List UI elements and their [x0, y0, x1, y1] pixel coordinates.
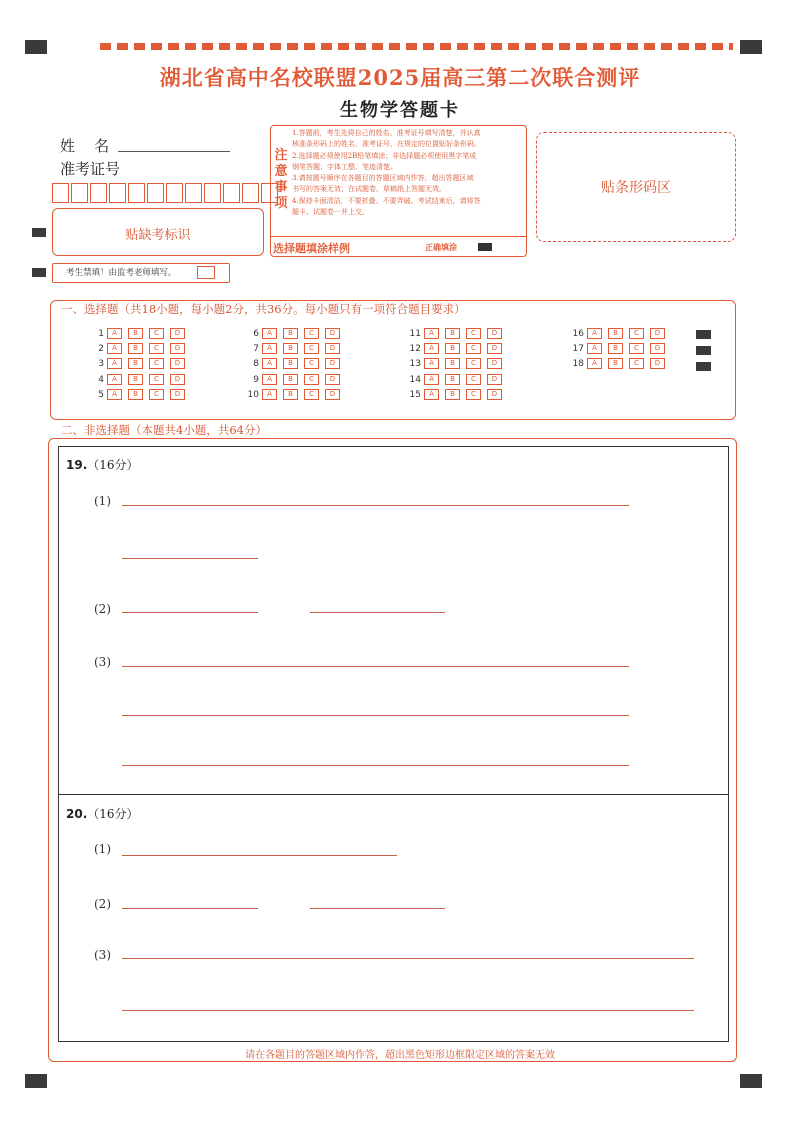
mcq-option-bubble[interactable]: A: [424, 358, 439, 369]
mcq-question-row: [405, 328, 508, 339]
row-marker: [696, 330, 711, 339]
q20-part3-line2[interactable]: [122, 1010, 694, 1011]
mcq-option-bubble[interactable]: A: [262, 389, 277, 400]
digit-box[interactable]: [128, 183, 145, 203]
q19-part2-label: (2): [94, 602, 111, 616]
side-marker-1: [32, 228, 46, 237]
name-input-line[interactable]: [118, 151, 230, 152]
mcq-option-bubble[interactable]: A: [107, 374, 122, 385]
mcq-question-number: 9: [253, 374, 259, 385]
exam-title: 湖北省高中名校联盟2025届高三第二次联合测评: [159, 65, 641, 90]
mcq-question-row: [243, 343, 346, 354]
mcq-option-bubble[interactable]: A: [587, 343, 602, 354]
mcq-option-bubble[interactable]: C: [466, 358, 481, 369]
mcq-question-row: [405, 343, 508, 354]
barcode-area-label: 贴条形码区: [601, 180, 671, 196]
mcq-option-bubble[interactable]: D: [170, 389, 185, 400]
q19-part3-line2[interactable]: [122, 715, 629, 716]
mcq-option-bubble[interactable]: C: [304, 343, 319, 354]
mcq-option-bubble[interactable]: D: [325, 358, 340, 369]
q20-number: 20.: [66, 807, 88, 821]
mcq-option-bubble[interactable]: A: [107, 328, 122, 339]
mcq-option-bubble[interactable]: C: [149, 389, 164, 400]
note-line: 书写的答案无效；在试题卷、草稿纸上答题无效。: [292, 185, 446, 194]
answer-sheet-title: 生物学答题卡: [340, 100, 460, 121]
exam-id-label: 准考证号: [60, 160, 121, 178]
mcq-option-bubble[interactable]: C: [629, 358, 644, 369]
mcq-question-number: 14: [409, 374, 421, 385]
mcq-question-number: 17: [572, 343, 584, 354]
digit-box[interactable]: [204, 183, 221, 203]
mcq-option-bubble[interactable]: B: [608, 358, 623, 369]
mcq-option-bubble[interactable]: C: [304, 374, 319, 385]
mcq-question-number: 18: [572, 358, 584, 369]
mcq-question-number: 15: [409, 389, 421, 400]
mcq-option-bubble[interactable]: B: [445, 328, 460, 339]
notes-divider: [270, 236, 526, 237]
mcq-option-bubble[interactable]: C: [466, 343, 481, 354]
alignment-marker-bottom-left: [25, 1074, 47, 1088]
mcq-question-number: 3: [98, 358, 104, 369]
digit-box[interactable]: [223, 183, 240, 203]
q19-part2-line2[interactable]: [310, 612, 445, 613]
mcq-option-bubble[interactable]: D: [487, 358, 502, 369]
notes-side-title: 注 意 事 项: [274, 148, 288, 211]
q19-points: （16分）: [87, 458, 139, 472]
digit-box[interactable]: [185, 183, 202, 203]
mcq-question-number: 7: [253, 343, 259, 354]
mcq-option-bubble[interactable]: B: [128, 374, 143, 385]
mcq-question-row: [243, 358, 346, 369]
mcq-question-number: 4: [98, 374, 104, 385]
mcq-question-number: 13: [409, 358, 421, 369]
digit-box[interactable]: [242, 183, 259, 203]
mcq-option-bubble[interactable]: C: [304, 358, 319, 369]
mcq-question-number: 8: [253, 358, 259, 369]
mcq-question-number: 5: [98, 389, 104, 400]
mcq-option-bubble[interactable]: A: [587, 358, 602, 369]
mcq-option-bubble[interactable]: A: [424, 374, 439, 385]
proctor-fill-box[interactable]: [197, 266, 215, 279]
mcq-option-bubble[interactable]: A: [424, 328, 439, 339]
footer-warning: 请在各题目的答题区域内作答，超出黑色矩形边框限定区域的答案无效: [245, 1050, 555, 1061]
q20-points: （16分）: [87, 807, 139, 821]
proctor-note: 考生禁填！由监考老师填写。: [66, 268, 177, 278]
mcq-option-bubble[interactable]: D: [325, 389, 340, 400]
alignment-marker-bottom-right: [740, 1074, 762, 1088]
mcq-option-bubble[interactable]: B: [283, 328, 298, 339]
mcq-question-number: 16: [572, 328, 584, 339]
q19-part1-line[interactable]: [122, 505, 629, 506]
mcq-question-number: 10: [247, 389, 259, 400]
q20-header: [66, 805, 139, 822]
q19-part3-line3[interactable]: [122, 765, 629, 766]
note-line: 1.答题前，考生先将自己的姓名、准考证号填写清楚，并认真: [292, 129, 481, 137]
q20-part3-label: (3): [94, 948, 111, 962]
mcq-question-row: [88, 374, 191, 385]
mcq-option-bubble[interactable]: A: [262, 343, 277, 354]
mcq-question-row: [243, 374, 346, 385]
mcq-option-bubble[interactable]: D: [170, 343, 185, 354]
mcq-option-bubble[interactable]: C: [466, 374, 481, 385]
digit-box[interactable]: [147, 183, 164, 203]
q19-number: 19.: [66, 458, 88, 472]
note-line: 3.请按题号顺序在各题目的答题区域内作答，超出答题区域: [292, 174, 474, 183]
side-marker-2: [32, 268, 46, 277]
mcq-option-bubble[interactable]: A: [424, 343, 439, 354]
row-marker: [696, 346, 711, 355]
top-dashed-bar: [100, 43, 733, 50]
mcq-option-bubble[interactable]: C: [466, 328, 481, 339]
mcq-option-bubble[interactable]: C: [149, 343, 164, 354]
mcq-option-bubble[interactable]: C: [466, 389, 481, 400]
q20-part1-label: (1): [94, 842, 111, 856]
mcq-option-bubble[interactable]: A: [424, 389, 439, 400]
mcq-option-bubble[interactable]: D: [170, 374, 185, 385]
mcq-question-row: [88, 343, 191, 354]
mcq-option-bubble[interactable]: B: [445, 389, 460, 400]
q20-part2-line2[interactable]: [310, 908, 445, 909]
mcq-option-bubble[interactable]: D: [487, 328, 502, 339]
q19-header: [66, 456, 139, 473]
q20-part2-line1[interactable]: [122, 908, 258, 909]
mcq-question-row: [568, 343, 671, 354]
mcq-option-bubble[interactable]: D: [650, 328, 665, 339]
q20-part2-label: (2): [94, 897, 111, 911]
mcq-option-bubble[interactable]: A: [107, 358, 122, 369]
digit-box[interactable]: [52, 183, 69, 203]
mcq-option-bubble[interactable]: B: [283, 343, 298, 354]
missing-exam-label: 贴缺考标识: [125, 228, 191, 243]
mcq-option-bubble[interactable]: C: [629, 328, 644, 339]
mcq-option-bubble[interactable]: B: [128, 328, 143, 339]
mcq-option-bubble[interactable]: C: [304, 328, 319, 339]
mcq-option-bubble[interactable]: A: [262, 328, 277, 339]
mcq-option-bubble[interactable]: D: [325, 343, 340, 354]
mcq-option-bubble[interactable]: B: [445, 358, 460, 369]
mcq-option-bubble[interactable]: B: [608, 343, 623, 354]
note-line: 题卡、试题卷一并上交。: [292, 208, 369, 217]
mcq-option-bubble[interactable]: D: [487, 389, 502, 400]
mcq-question-number: 2: [98, 343, 104, 354]
mcq-question-number: 12: [409, 343, 421, 354]
mcq-option-bubble[interactable]: D: [487, 343, 502, 354]
mcq-option-bubble[interactable]: C: [304, 389, 319, 400]
mcq-question-number: 1: [98, 328, 104, 339]
mcq-option-bubble[interactable]: C: [149, 358, 164, 369]
mcq-question-row: [405, 358, 508, 369]
mcq-question-row: [568, 358, 671, 369]
q20-part1-line[interactable]: [122, 855, 397, 856]
mcq-option-bubble[interactable]: A: [107, 389, 122, 400]
alignment-marker-top-right: [740, 40, 762, 54]
digit-box[interactable]: [109, 183, 126, 203]
mcq-option-bubble[interactable]: C: [149, 328, 164, 339]
mcq-option-bubble[interactable]: B: [283, 374, 298, 385]
mcq-option-bubble[interactable]: D: [650, 343, 665, 354]
mcq-option-bubble[interactable]: B: [128, 358, 143, 369]
mcq-option-bubble[interactable]: D: [650, 358, 665, 369]
notes-list: [292, 128, 522, 218]
mcq-question-row: [88, 389, 191, 400]
mcq-option-bubble[interactable]: B: [283, 389, 298, 400]
row-marker: [696, 362, 711, 371]
mcq-question-row: [243, 328, 346, 339]
mcq-option-bubble[interactable]: A: [262, 358, 277, 369]
correct-fill-label: 正确填涂: [425, 242, 457, 252]
q19-part3-line1[interactable]: [122, 666, 629, 667]
mcq-option-bubble[interactable]: B: [128, 343, 143, 354]
q19-part1-line2[interactable]: [122, 558, 258, 559]
mcq-option-bubble[interactable]: D: [487, 374, 502, 385]
exam-id-boxes[interactable]: [52, 183, 280, 203]
answer-area-divider: [58, 794, 728, 795]
section2-title: 二、非选择题（本题共4小题，共64分）: [58, 422, 270, 438]
section1-title: 一、选择题（共18小题，每小题2分，共36分。每小题只有一项符合题目要求）: [58, 301, 469, 317]
mcq-question-row: [88, 358, 191, 369]
answer-area-box: [58, 446, 729, 1042]
digit-box[interactable]: [71, 183, 88, 203]
mcq-option-bubble[interactable]: C: [629, 343, 644, 354]
note-line: 4.保持卡面清洁，不要折叠、不要弄破。考试结束后，请将答: [292, 196, 481, 205]
mcq-option-bubble[interactable]: B: [445, 343, 460, 354]
note-line: 核准条形码上的姓名、准考证号，在规定的位置贴好条形码。: [292, 140, 481, 149]
mcq-option-bubble[interactable]: B: [445, 374, 460, 385]
mcq-option-bubble[interactable]: D: [170, 358, 185, 369]
mcq-option-bubble[interactable]: B: [608, 328, 623, 339]
mcq-question-number: 11: [409, 328, 421, 339]
q19-part2-line1[interactable]: [122, 612, 258, 613]
alignment-marker-top-left: [25, 40, 47, 54]
mcq-question-number: 6: [253, 328, 259, 339]
mcq-option-bubble[interactable]: B: [128, 389, 143, 400]
mcq-question-row: [405, 374, 508, 385]
q19-part1-label: (1): [94, 494, 111, 508]
mcq-question-row: [568, 328, 671, 339]
mcq-question-row: [88, 328, 191, 339]
mcq-option-bubble[interactable]: D: [325, 328, 340, 339]
mcq-option-bubble[interactable]: B: [283, 358, 298, 369]
mcq-option-bubble[interactable]: C: [149, 374, 164, 385]
fill-sample-label: 选择题填涂样例: [273, 242, 350, 255]
mcq-option-bubble[interactable]: D: [170, 328, 185, 339]
digit-box[interactable]: [166, 183, 183, 203]
note-line: 钢笔答题；字体工整、笔迹清楚。: [292, 162, 397, 171]
q20-part3-line1[interactable]: [122, 958, 694, 959]
name-label: 姓 名: [60, 137, 110, 155]
mcq-question-row: [405, 389, 508, 400]
correct-fill-mark: [478, 243, 492, 251]
mcq-option-bubble[interactable]: A: [107, 343, 122, 354]
q19-part3-label: (3): [94, 655, 111, 669]
mcq-question-row: [243, 389, 346, 400]
mcq-option-bubble[interactable]: D: [325, 374, 340, 385]
note-line: 2.选择题必须使用2B铅笔填涂；非选择题必须使用黑字笔或: [292, 151, 477, 160]
digit-box[interactable]: [90, 183, 107, 203]
mcq-option-bubble[interactable]: A: [587, 328, 602, 339]
mcq-option-bubble[interactable]: A: [262, 374, 277, 385]
